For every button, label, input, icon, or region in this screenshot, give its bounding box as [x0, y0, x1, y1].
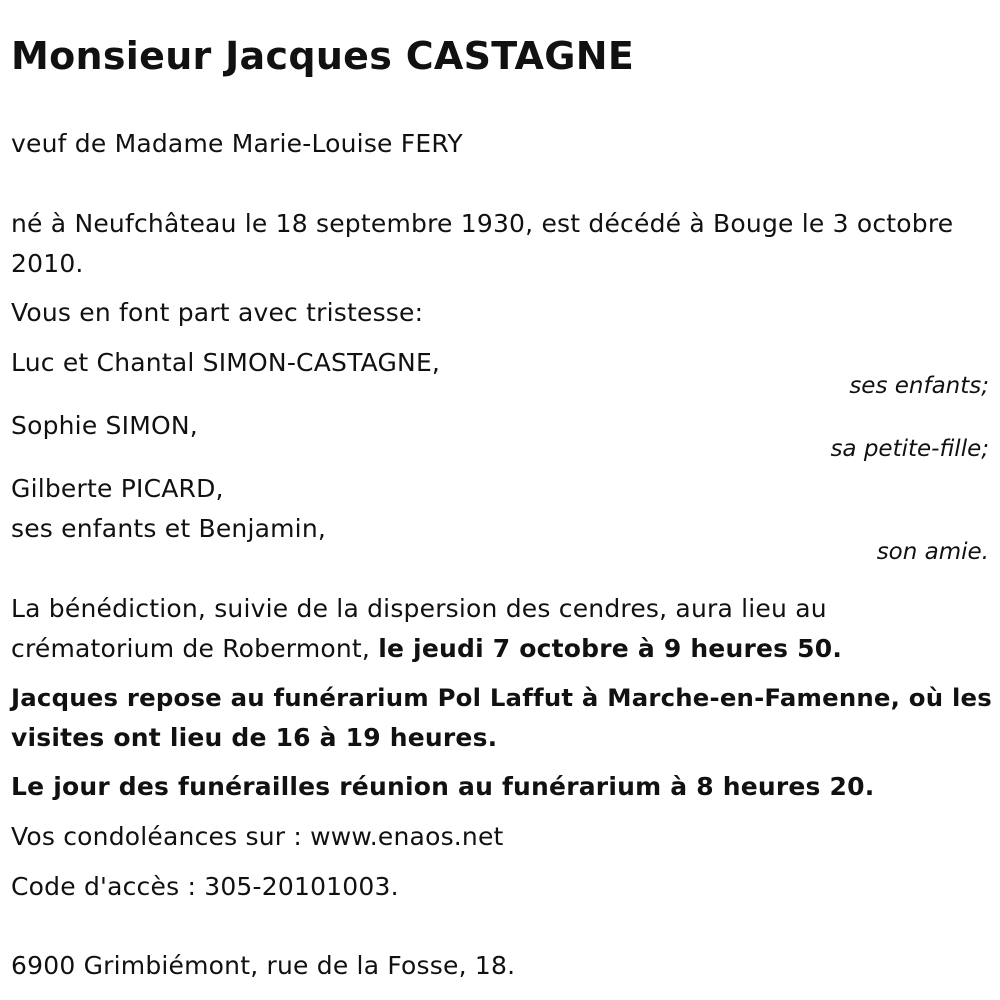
- rest-line-1: Jacques repose au funérarium Pol Laffut à Marche-en-Famenne, où les: [11, 683, 992, 712]
- family-names-3: Gilberte PICARD,: [11, 474, 224, 503]
- ceremony-line-1: La bénédiction, suivie de la dispersion des cendres, aura lieu au: [11, 594, 827, 623]
- funeral-day-line: Le jour des funérailles réunion au funérarium à 8 heures 20.: [11, 772, 875, 801]
- family-relation-2: sa petite-fille;: [830, 436, 989, 462]
- condolences-line: Vos condoléances sur : www.enaos.net: [11, 822, 504, 851]
- access-code-line: Code d'accès : 305-20101003.: [11, 872, 399, 901]
- ceremony-place: crématorium de Robermont,: [11, 634, 379, 663]
- family-names-1: Luc et Chantal SIMON-CASTAGNE,: [11, 348, 441, 377]
- rest-line-2: visites ont lieu de 16 à 19 heures.: [11, 723, 498, 752]
- announce-intro: Vous en font part avec tristesse:: [11, 298, 424, 327]
- family-names-2: Sophie SIMON,: [11, 411, 198, 440]
- address-line: 6900 Grimbiémont, rue de la Fosse, 18.: [11, 951, 516, 980]
- family-relation-3: son amie.: [876, 539, 989, 565]
- family-names-3b: ses enfants et Benjamin,: [11, 514, 327, 543]
- widower-line: veuf de Madame Marie-Louise FERY: [11, 129, 463, 158]
- deceased-name-title: Monsieur Jacques CASTAGNE: [11, 34, 635, 78]
- family-relation-1: ses enfants;: [849, 373, 989, 399]
- ceremony-line-2: [11, 629, 842, 669]
- ceremony-date: le jeudi 7 octobre à 9 heures 50.: [378, 634, 843, 663]
- birth-death-line-2: 2010.: [11, 249, 84, 278]
- birth-death-line-1: né à Neufchâteau le 18 septembre 1930, est décédé à Bouge le 3 octobre: [11, 209, 954, 238]
